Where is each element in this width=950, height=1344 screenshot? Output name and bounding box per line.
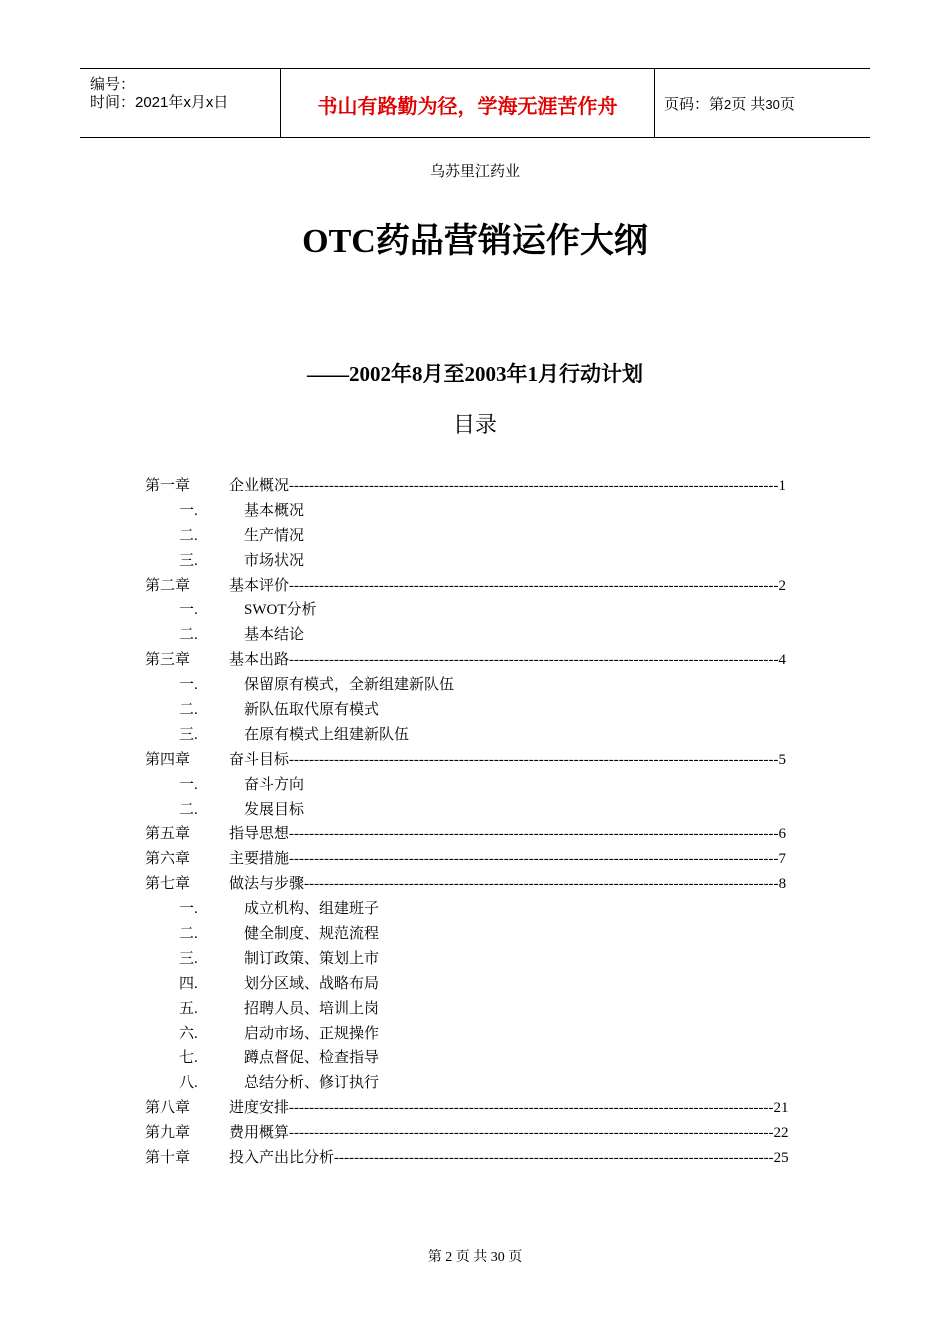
toc-page-number: 1 [778, 478, 787, 494]
page-suffix: 页 [779, 96, 795, 113]
toc-section-number: 二. [179, 801, 198, 818]
toc-page-number: 6 [778, 826, 787, 843]
toc-chapter-label: 第四章 [145, 751, 191, 768]
toc-chapter-row [145, 1119, 845, 1144]
toc-section-number: 三. [179, 726, 198, 743]
motto-text: 书山有路勤为径，学海无涯苦作舟 [317, 94, 618, 118]
toc-leader: -------------------------------------------------------------------------------------------------- [289, 751, 779, 768]
header-info-cell [80, 69, 281, 137]
header-page-cell [655, 69, 870, 137]
page-footer: 第 2 页 共 30 页 [427, 1250, 523, 1265]
toc-section-number: 二. [179, 527, 198, 544]
header-motto-cell [281, 69, 655, 137]
toc-chapter-title-text: 进度安排 [229, 1100, 290, 1117]
toc-section-number: 一. [179, 677, 198, 694]
toc-chapter-label: 第八章 [145, 1100, 191, 1117]
toc-section-number: 六. [179, 1025, 198, 1042]
toc-section-row [145, 696, 845, 721]
toc-chapter-row [145, 646, 845, 671]
toc-page-number: 4 [778, 652, 787, 669]
toc-section-row [145, 945, 845, 970]
toc-chapter-row [145, 1094, 845, 1119]
toc-chapter-row [145, 870, 845, 895]
toc-section-number: 一. [179, 901, 198, 918]
page-prefix: 页码：第 [664, 96, 725, 113]
toc-section-number: 三. [179, 552, 198, 569]
toc-section-row [145, 596, 845, 621]
toc-chapter-label: 第一章 [145, 478, 191, 494]
document-subtitle: ——2002年8月至2003年1月行动计划 [307, 362, 643, 386]
toc-leader: -------------------------------------------------------------------------------------------------- [289, 652, 779, 669]
toc-section-number: 二. [179, 926, 198, 943]
toc-section-title: 健全制度、规范流程 [244, 926, 380, 943]
table-of-contents [145, 472, 845, 1169]
toc-chapter-title [229, 1146, 789, 1167]
toc-page-number: 8 [778, 876, 787, 893]
toc-chapter-title [229, 1096, 789, 1117]
toc-section-row [145, 522, 845, 547]
toc-chapter-title-text: 费用概算 [229, 1125, 290, 1142]
toc-section-row [145, 771, 845, 796]
toc-chapter-label: 第二章 [145, 577, 191, 594]
toc-chapter-title-text: 指导思想 [229, 826, 290, 843]
page-current: 2 [724, 97, 732, 112]
toc-section-title: 生产情况 [244, 527, 305, 544]
toc-section-title: SWOT分析 [244, 602, 317, 619]
toc-section-row [145, 970, 845, 995]
toc-page-number: 2 [778, 577, 787, 594]
toc-section-title: 启动市场、正规操作 [244, 1025, 380, 1042]
toc-section-row [145, 895, 845, 920]
toc-section-title: 基本结论 [244, 627, 305, 644]
toc-leader: -------------------------------------------------------------------------------------------------- [289, 851, 779, 868]
toc-section-title: 发展目标 [244, 801, 305, 818]
toc-page-number: 7 [778, 851, 787, 868]
toc-section-row [145, 497, 845, 522]
toc-section-number: 七. [179, 1050, 198, 1067]
toc-chapter-title [229, 748, 786, 769]
toc-section-title: 新队伍取代原有模式 [244, 702, 380, 719]
toc-heading: 目录 [452, 413, 497, 438]
toc-leader: ---------------------------------------------------------------------------------------- [334, 1150, 774, 1167]
toc-chapter-row [145, 746, 845, 771]
toc-leader: ----------------------------------------------------------------------------------------------- [304, 876, 779, 893]
toc-chapter-title [229, 872, 786, 893]
toc-chapter-title-text: 基本出路 [229, 652, 290, 669]
toc-section-title: 市场状况 [244, 552, 305, 569]
toc-page-number: 5 [778, 751, 787, 768]
toc-chapter-title-text: 投入产出比分析 [229, 1150, 335, 1167]
toc-section-number: 一. [179, 502, 198, 519]
toc-chapter-title [229, 1121, 789, 1142]
toc-chapter-title [229, 822, 786, 843]
toc-section-number: 一. [179, 602, 198, 619]
toc-section-title: 成立机构、组建班子 [244, 901, 380, 918]
toc-chapter-title [229, 574, 786, 595]
header-table [80, 68, 870, 138]
toc-page-number: 21 [773, 1100, 789, 1117]
toc-chapter-label: 第七章 [145, 876, 191, 893]
page-total: 30 [765, 97, 780, 112]
toc-chapter-label: 第十章 [145, 1150, 191, 1167]
toc-chapter-label: 第九章 [145, 1125, 191, 1142]
toc-chapter-title-text: 做法与步骤 [229, 876, 305, 893]
toc-chapter-label: 第五章 [145, 826, 191, 843]
toc-section-number: 四. [179, 975, 198, 992]
header-page-info [664, 93, 795, 114]
toc-section-title: 划分区域、战略布局 [244, 975, 380, 992]
toc-chapter-row [145, 845, 845, 870]
toc-section-title: 在原有模式上组建新队伍 [244, 726, 410, 743]
toc-chapter-title-text: 奋斗目标 [229, 751, 290, 768]
toc-chapter-row [145, 572, 845, 597]
toc-section-row [145, 721, 845, 746]
toc-chapter-title [229, 474, 786, 495]
toc-section-number: 一. [179, 776, 198, 793]
toc-section-number: 三. [179, 950, 198, 967]
toc-leader: -------------------------------------------------------------------------------------------------- [289, 577, 779, 594]
toc-section-title: 蹲点督促、检查指导 [244, 1050, 380, 1067]
toc-chapter-title [229, 847, 786, 868]
toc-section-row [145, 796, 845, 821]
toc-chapter-title-text: 基本评价 [229, 577, 290, 594]
toc-section-number: 八. [179, 1075, 198, 1092]
toc-section-title: 奋斗方向 [244, 776, 305, 793]
toc-section-title: 招聘人员、培训上岗 [244, 1000, 380, 1017]
toc-chapter-title [229, 648, 786, 669]
toc-chapter-row [145, 1144, 845, 1169]
toc-section-number: 二. [179, 702, 198, 719]
toc-section-row [145, 920, 845, 945]
toc-section-title: 保留原有模式，全新组建新队伍 [244, 677, 455, 694]
toc-chapter-label: 第六章 [145, 851, 191, 868]
toc-section-number: 五. [179, 1000, 198, 1017]
toc-leader: ------------------------------------------------------------------------------------------------- [289, 1125, 774, 1142]
toc-section-row [145, 1020, 845, 1045]
document-time: 时间：2021年x月x日 [90, 94, 229, 111]
document-code-label: 编号： [90, 76, 136, 93]
company-name: 乌苏里江药业 [429, 162, 520, 180]
toc-leader: -------------------------------------------------------------------------------------------------- [289, 826, 779, 843]
toc-section-row [145, 1069, 845, 1094]
toc-chapter-row [145, 472, 845, 497]
page-mid: 页 共 [731, 96, 766, 113]
toc-leader: -------------------------------------------------------------------------------------------------- [289, 478, 779, 494]
document-title: OTC药品营销运作大纲 [302, 223, 648, 260]
toc-section-row [145, 1044, 845, 1069]
toc-section-title: 制订政策、策划上市 [244, 950, 380, 967]
toc-leader: ------------------------------------------------------------------------------------------------- [289, 1100, 774, 1117]
toc-chapter-label: 第三章 [145, 652, 191, 669]
toc-section-title: 总结分析、修订执行 [244, 1075, 380, 1092]
toc-section-row [145, 671, 845, 696]
toc-section-row [145, 995, 845, 1020]
toc-chapter-title-text: 主要措施 [229, 851, 290, 868]
toc-chapter-row [145, 820, 845, 845]
toc-section-number: 二. [179, 627, 198, 644]
toc-section-title: 基本概况 [244, 502, 305, 519]
toc-page-number: 25 [773, 1150, 789, 1167]
toc-page-number: 22 [773, 1125, 789, 1142]
toc-section-row [145, 621, 845, 646]
toc-chapter-title-text: 企业概况 [229, 478, 290, 494]
toc-section-row [145, 547, 845, 572]
